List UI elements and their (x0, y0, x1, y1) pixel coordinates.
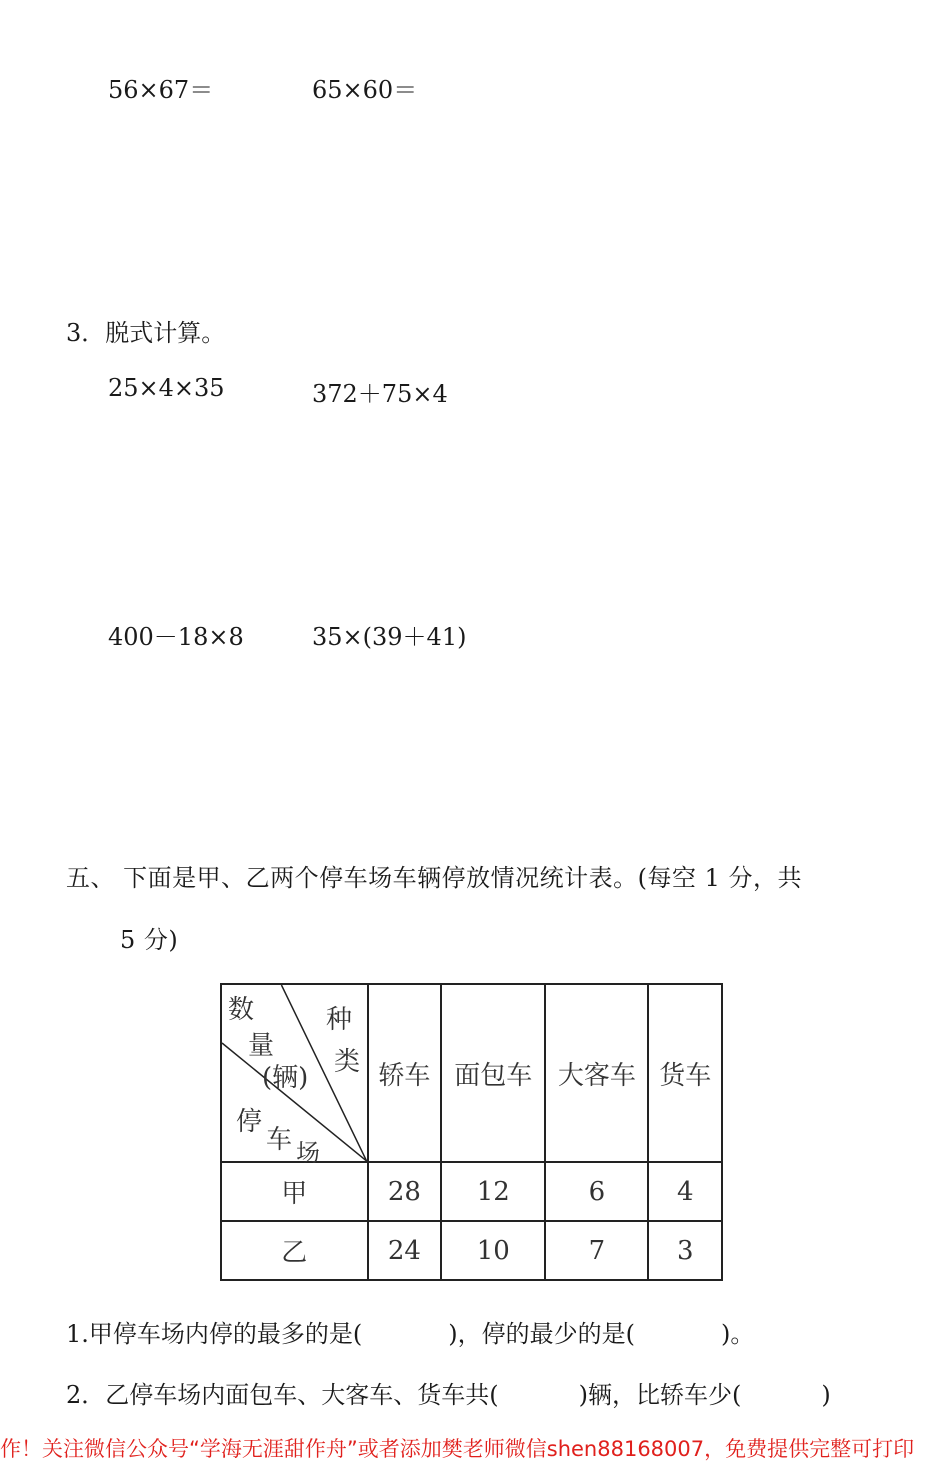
table-cell: 7 (545, 1221, 648, 1280)
corner-label-qty-1: 数 (228, 995, 255, 1025)
row-label: 乙 (221, 1221, 368, 1280)
question-2-part-a: 2．乙停车场内面包车、大客车、货车共( (66, 1381, 499, 1409)
question-2-part-c: ) (821, 1381, 831, 1409)
question-3-title: 3．脱式计算。 (66, 319, 226, 347)
table-cell: 24 (368, 1221, 442, 1280)
q3-expression-2: 372＋75×4 (312, 380, 448, 408)
corner-label-lot-2: 车 (266, 1125, 293, 1155)
table-cell: 10 (441, 1221, 545, 1280)
question-1-part-b: )，停的最少的是( (448, 1320, 635, 1348)
table-cell: 12 (441, 1162, 545, 1221)
question-2-part-b: )辆，比轿车少( (578, 1381, 742, 1409)
q3-expression-1: 25×4×35 (108, 374, 225, 402)
question-2 (66, 1375, 831, 1410)
table-cell: 3 (648, 1221, 722, 1280)
q3-expression-4: 35×(39＋41) (312, 623, 467, 651)
q3-expression-3: 400－18×8 (108, 623, 244, 651)
question-1-part-c: )。 (721, 1320, 755, 1348)
column-header-van: 面包车 (441, 984, 545, 1162)
corner-label-qty-3: (辆) (262, 1063, 309, 1093)
calc-expression-1: 56×67＝ (108, 76, 214, 104)
diagonal-header-cell (221, 984, 368, 1167)
corner-label-lot-1: 停 (236, 1107, 263, 1137)
row-label: 甲 (221, 1162, 368, 1221)
section-5-title: 五、 下面是甲、乙两个停车场车辆停放情况统计表。(每空 1 分，共 (66, 864, 803, 892)
parking-statistics-table (220, 983, 723, 1281)
corner-label-type-1: 种 (326, 1005, 353, 1035)
column-header-truck: 货车 (648, 984, 722, 1162)
corner-label-type-2: 类 (334, 1047, 361, 1077)
table-cell: 4 (648, 1162, 722, 1221)
table-row (221, 1162, 722, 1221)
calc-expression-2: 65×60＝ (312, 76, 418, 104)
column-header-sedan: 轿车 (368, 984, 442, 1162)
question-1 (66, 1314, 754, 1349)
table-cell: 28 (368, 1162, 442, 1221)
question-1-part-a: 1.甲停车场内停的最多的是( (66, 1320, 363, 1348)
table-row (221, 1221, 722, 1280)
column-header-bus: 大客车 (545, 984, 648, 1162)
corner-label-lot-3: 场 (296, 1139, 320, 1167)
corner-label-qty-2: 量 (248, 1031, 275, 1061)
footer-notice: 作！关注微信公众号“学海无涯甜作舟”或者添加樊老师微信shen88168007，免费提供完整可打印 (0, 1437, 915, 1461)
section-5-title-cont: 5 分) (120, 926, 179, 954)
table-header-row (221, 984, 722, 1162)
table-cell: 6 (545, 1162, 648, 1221)
